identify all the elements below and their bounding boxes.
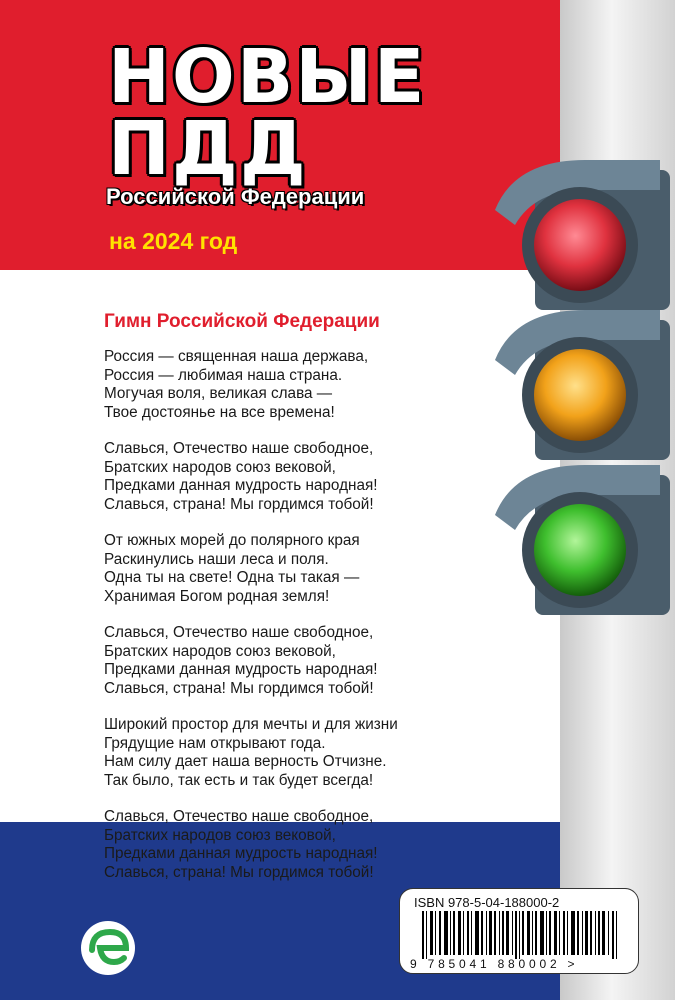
barcode-digits: 9 785041 880002 > [410, 957, 579, 971]
traffic-light-amber-icon [475, 300, 675, 460]
anthem-line: Грядущие нам открывают года. [104, 734, 326, 752]
anthem-line: Славься, Отечество наше свободное, [104, 808, 374, 825]
anthem-line: Нам силу дает наша верность Отчизне. [104, 753, 387, 770]
anthem-line: Братских народов союз вековой, [104, 826, 336, 844]
barcode-graphic [422, 911, 622, 959]
cover-subtitle: Российской Федерации [106, 184, 365, 209]
traffic-light-red-icon [475, 150, 675, 310]
anthem-line: Так было, так есть и так будет всегда! [104, 771, 374, 789]
anthem-line: Широкий простор для мечты и для жизни [104, 716, 398, 733]
stanza-5 [104, 716, 434, 790]
traffic-light-green-icon [475, 455, 675, 615]
anthem-line: Предками данная мудрость народная! [104, 477, 378, 494]
anthem-line: Славься, Отечество наше свободное, [104, 440, 374, 457]
stanza-3 [104, 532, 434, 606]
stanza-4 [104, 624, 434, 698]
isbn-number: ISBN 978-5-04-188000-2 [414, 895, 560, 910]
anthem-line: Братских народов союз вековой, [104, 458, 336, 476]
cover-title-line-1: НОВЫЕ [108, 34, 427, 120]
anthem-line: Славься, страна! Мы гордимся тобой! [104, 863, 374, 881]
anthem-line: Братских народов союз вековой, [104, 642, 336, 660]
anthem-line: Одна ты на свете! Одна ты такая — [104, 569, 360, 586]
anthem-line: Россия — любимая наша страна. [104, 366, 343, 384]
anthem-line: Предками данная мудрость народная! [104, 661, 378, 678]
anthem-text [104, 348, 434, 900]
anthem-line: Могучая воля, великая слава — [104, 385, 333, 402]
anthem-line: Славься, страна! Мы гордимся тобой! [104, 679, 374, 697]
stanza-2 [104, 440, 434, 514]
anthem-line: Славься, страна! Мы гордимся тобой! [104, 495, 374, 513]
cover-year: на 2024 год [109, 228, 238, 254]
cover-title-line-2: ПДД [108, 106, 308, 192]
eksmo-logo-icon [80, 920, 136, 976]
anthem-line: Раскинулись наши леса и поля. [104, 550, 329, 568]
isbn-barcode-box [399, 888, 639, 974]
anthem-line: Славься, Отечество наше свободное, [104, 624, 374, 641]
anthem-line: Россия — священная наша держава, [104, 348, 369, 365]
anthem-line: Предками данная мудрость народная! [104, 845, 378, 862]
anthem-line: Твое достоянье на все времена! [104, 403, 335, 421]
stanza-6 [104, 808, 434, 882]
anthem-heading: Гимн Российской Федерации [104, 311, 380, 332]
anthem-line: Хранимая Богом родная земля! [104, 587, 330, 605]
anthem-line: От южных морей до полярного края [104, 532, 360, 549]
stanza-1 [104, 348, 434, 422]
